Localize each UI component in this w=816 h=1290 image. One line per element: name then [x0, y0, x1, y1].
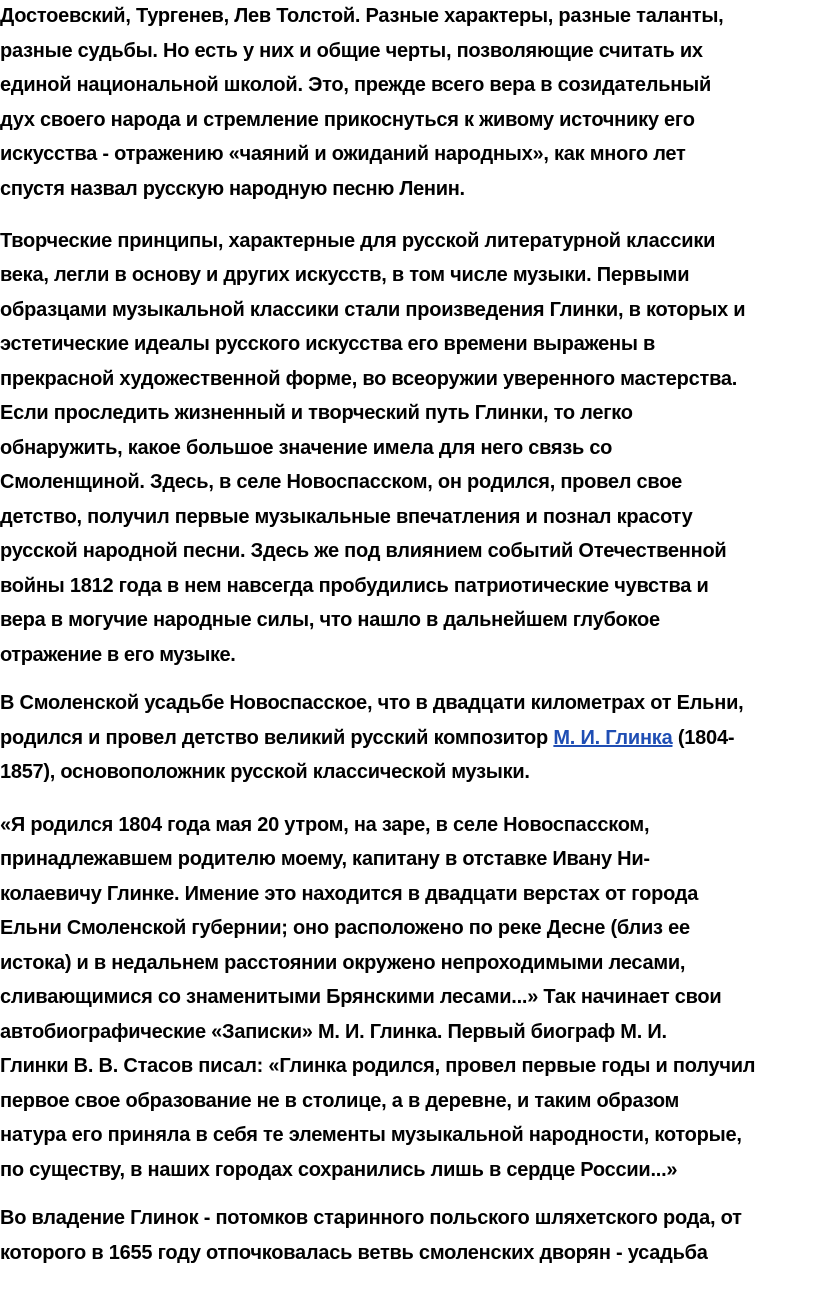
text-line: искусства - отражению «чаяний и ожиданий народных», как много лет	[0, 143, 686, 165]
text-line: отражение в его музыке.	[0, 644, 236, 666]
text-line: Во владение Глинок - потомков старинного польского шляхетского рода, от	[0, 1207, 742, 1229]
text-line: Глинки В. В. Стасов писал: «Глинка родился, провел первые годы и получил	[0, 1055, 756, 1077]
text-line: автобиографические «Записки» М. И. Глинка. Первый биограф М. И.	[0, 1021, 667, 1043]
text-line: первое свое образование не в столице, а в деревне, и таким образом	[0, 1090, 680, 1112]
text-line: 1857), основоположник русской классической музыки.	[0, 761, 530, 783]
text-line: дух своего народа и стремление прикоснуться к живому источнику его	[0, 109, 695, 131]
text-line: века, легли в основу и других искусств, в том числе музыки. Первыми	[0, 264, 690, 286]
text-line: Если проследить жизненный и творческий путь Глинки, то легко	[0, 402, 633, 424]
text-line: колаевичу Глинке. Имение это находится в двадцати верстах от города	[0, 883, 699, 905]
glinka-link[interactable]: М. И. Глинка	[553, 727, 673, 749]
text-line: спустя назвал русскую народную песню Ленин.	[0, 178, 465, 200]
text-line: разные судьбы. Но есть у них и общие черты, позволяющие считать их	[0, 40, 703, 62]
text-line: Смоленщиной. Здесь, в селе Новоспасском, он родился, провел свое	[0, 471, 683, 493]
text-line: В Смоленской усадьбе Новоспасское, что в двадцати километрах от Ельни,	[0, 692, 744, 714]
text-line: образцами музыкальной классики стали произведения Глинки, в которых и	[0, 299, 746, 321]
text-line: войны 1812 года в нем навсегда пробудились патриотические чувства и	[0, 575, 709, 597]
text-line: сливающимися со знаменитыми Брянскими лесами...» Так начинает свои	[0, 986, 722, 1008]
text-line: истока) и в недальнем расстоянии окружено непроходимыми лесами,	[0, 952, 686, 974]
text-line: Достоевский, Тургенев, Лев Толстой. Разные характеры, разные таланты,	[0, 5, 724, 27]
text-line: принадлежавшем родителю моему, капитану в отставке Ивану Ни-	[0, 848, 650, 870]
text-line: Творческие принципы, характерные для русской литературной классики	[0, 230, 716, 252]
text-line: детство, получил первые музыкальные впечатления и познал красоту	[0, 506, 693, 528]
text-line: «Я родился 1804 года мая 20 утром, на заре, в селе Новоспасском,	[0, 814, 650, 836]
text-line: прекрасной художественной форме, во всеоружии уверенного мастерства.	[0, 368, 738, 390]
text-line: единой национальной школой. Это, прежде всего вера в созидательный	[0, 74, 712, 96]
text-line: которого в 1655 году отпочковалась ветвь смоленских дворян - усадьба	[0, 1242, 708, 1264]
text-line-with-link	[0, 725, 816, 751]
text-line: Ельни Смоленской губернии; оно расположено по реке Десне (близ ее	[0, 917, 690, 939]
text-span: родился и провел детство великий русский композитор	[0, 727, 554, 749]
text-span: (1804-	[672, 727, 735, 749]
text-line: по существу, в наших городах сохранились лишь в сердце России...»	[0, 1159, 678, 1181]
text-line: эстетические идеалы русского искусства его времени выражены в	[0, 333, 656, 355]
text-line: натура его приняла в себя те элементы музыкальной народности, которые,	[0, 1124, 742, 1146]
text-line: русской народной песни. Здесь же под влиянием событий Отечественной	[0, 540, 727, 562]
text-line: вера в могучие народные силы, что нашло в дальнейшем глубокое	[0, 609, 660, 631]
text-line: обнаружить, какое большое значение имела для него связь со	[0, 437, 613, 459]
